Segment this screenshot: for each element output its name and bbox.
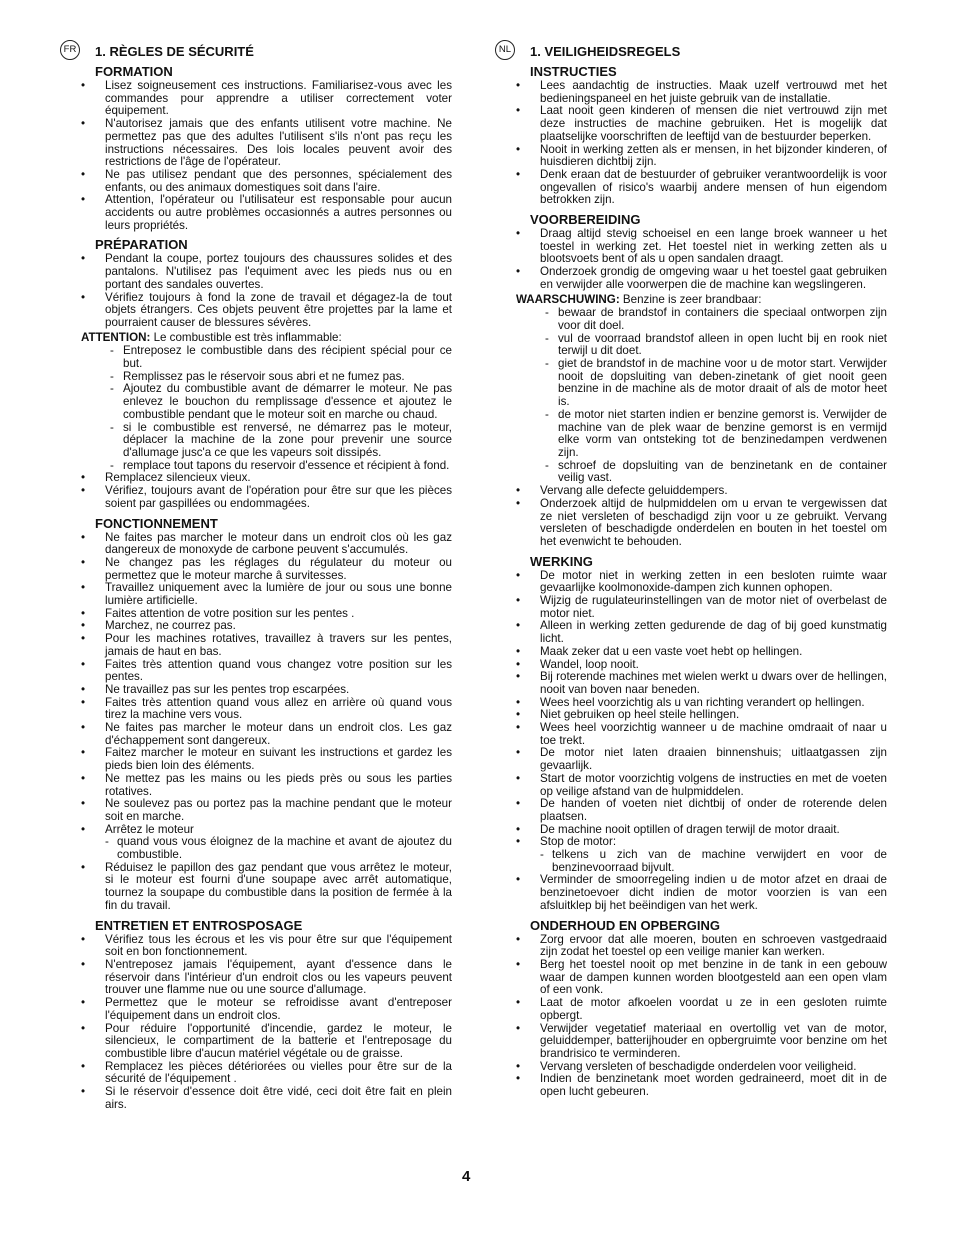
attention-note [81, 332, 452, 345]
heading-formation: FORMATION [95, 64, 173, 79]
list-item: • Faites très attention quand vous changez votre position sur les pentes. [60, 659, 452, 684]
attention-list [60, 345, 452, 472]
list-instructies [495, 80, 887, 207]
list-item: - bewaar de brandstof in containers die speciaal ontworpen zijn voor dit doel. [545, 307, 887, 332]
list-item: - Entreposez le combustible dans des récipient spécial pour ce but. [110, 345, 452, 370]
list-item: • Vervang alle defecte geluiddempers. [495, 485, 887, 498]
list-item: • Lisez soigneusement ces instructions. Familiarisez-vous avec les commandes pour apprendre a utiliser correctement voter équipement. [60, 80, 452, 118]
list-item: - de motor niet starten indien er benzine gemorst is. Verwijder de machine van de plek waar de benzine gemorst is en vermijd elke vorm van ontsteking tot de benzinedampen verdwenen zijn. [545, 409, 887, 460]
list-item: • Onderzoek grondig de omgeving waar u het toestel gaat gebruiken en verwijder alle voorwerpen die de machine kan wegslingeren. [495, 266, 887, 291]
list-item: • Verminder de smoorregeling indien u de motor afzet en draai de benzinetoevoer dicht indien de motor voorzien is van een afsluitklep bij het beëindigen van het werk. [495, 874, 887, 912]
warning-list [495, 307, 887, 485]
list-item: • Lees aandachtig de instructies. Maak uzelf vertrouwd met het bedieningspaneel en het juiste gebruik van de installatie. [495, 80, 887, 105]
warning-text: Benzine is zeer brandbaar: [619, 292, 762, 306]
heading-voorbereiding: VOORBEREIDING [530, 212, 641, 228]
list-item: • Faites attention de votre position sur les pentes . [60, 608, 452, 621]
attention-text: Le combustible est très inflammable: [150, 330, 342, 344]
list-item: • Onderzoek altijd de hulpmiddelen om u ervan te vergewissen dat ze niet versleten of beschadigd zijn voor u ze gebruikt. Vervang versleten of beschadigde onderdelen en bouten in het toestel om het evenwicht te behouden. [495, 498, 887, 549]
list-item: • Nooit in werking zetten als er mensen, in het bijzonder kinderen, of huisdieren dichtbij zijn. [495, 144, 887, 169]
list-preparation-after [60, 472, 452, 510]
list-item: • N'autorisez jamais que des enfants utilisent votre machine. Ne permettez pas que des adultes l'utilisent s'ils n'ont pas reçu les instructions nécessaires. Des lois locales peuvent avoir des restrictions de l'âge de l'opérateur. [60, 118, 452, 169]
list-item: - si le combustible est renversé, ne démarrez pas le moteur, déplacer la machine de la zone pour prevenir une source d'allumage jusc'a ce que les vapeurs soit dissipés. [110, 422, 452, 460]
list-formation [60, 80, 452, 232]
list-item: • Berg het toestel nooit op met benzine in de tank in een gebouw waar de dampen kunnen worden blootgesteld aan een open vlam of een vonk. [495, 959, 887, 997]
list-item: • Wijzig de rugulateurinstellingen van de motor niet of overbelast de motor niet. [495, 595, 887, 620]
list-item: • Pour réduire l'opportunité d'incendie, gardez le moteur, le silencieux, le compartiment de la batterie et l'entreposage du combustible libre d'aucun matériel végétale ou de graisse. [60, 1023, 452, 1061]
list-item: • Niet gebruiken op heel steile hellingen. [495, 709, 887, 722]
list-item: • Vérifiez, toujours avant de l'opération pour être sur que les pièces soient par gaspillées ou endommagées. [60, 485, 452, 510]
list-preparation [60, 253, 452, 329]
list-item: • Faites très attention quand vous allez en arrière où quand vous tirez la machine vers vous. [60, 697, 452, 722]
list-item: • Alleen in werking zetten gedurende de dag of bij goed kunstmatig licht. [495, 620, 887, 645]
list-item: • Réduisez le papillon des gaz pendant que vous arrêtez le moteur, si le moteur est fourni d'une soupape avec arrêt automatique, tournez la soupape du combustible dans la position de fermée à la fin du travail. [60, 862, 452, 913]
list-fonctionnement [60, 532, 452, 913]
section-title-fr: 1. RÈGLES DE SÉCURITÉ [95, 44, 254, 59]
list-werking [495, 570, 887, 913]
list-item: - schroef de dopsluiting van de benzinetank en de container veilig vast. [545, 460, 887, 485]
list-item: • Maak zeker dat u een vaste voet hebt op hellingen. [495, 646, 887, 659]
list-item: • Marchez, ne courrez pas. [60, 620, 452, 633]
heading-preparation: PRÉPARATION [95, 237, 188, 253]
sub-list-item: - quand vous vous éloignez de la machine et avant de ajoutez du combustible. [105, 836, 452, 861]
warning-label: WAARSCHUWING: [516, 292, 620, 306]
list-item: • De motor niet laten draaien binnenshuis; uitlaatgassen zijn gevaarlijk. [495, 747, 887, 772]
heading-entretien: ENTRETIEN ET ENTROSPOSAGE [95, 917, 303, 933]
list-item: - vul de voorraad brandstof alleen in open lucht bij en rook niet terwijl u dit doet. [545, 333, 887, 358]
list-item: • Remplacez silencieux vieux. [60, 472, 452, 485]
list-item: • Bij roterende machines met wielen werkt u dwars over de hellingen, nooit van boven naar beneden. [495, 671, 887, 696]
language-badge-nl: NL [495, 40, 515, 60]
attention-label: ATTENTION: [81, 330, 151, 344]
list-item: - Ajoutez du combustible avant de démarrer le moteur. Ne pas enlevez le bouchon du remplissage d'essence et ajoutez le combustible pendant que le moteur soit en marche ou chaud. [110, 383, 452, 421]
list-item [60, 824, 452, 862]
list-item: • Pendant la coupe, portez toujours des chaussures solides et des pantalons. N'utilisez pas l'equiment avec les pieds nus ou en portant des sandales ouvertes. [60, 253, 452, 291]
page-number: 4 [462, 1168, 471, 1185]
list-item: • Wees heel voorzichtig wanneer u de machine omdraait of naar u toe trekt. [495, 722, 887, 747]
list-item: • De motor niet in werking zetten in een besloten ruimte waar gevaarlijke koolmonoxide-dampen zich kunnen ophopen. [495, 570, 887, 595]
list-item: • Travaillez uniquement avec la lumière de jour ou sous une bonne lumière artificielle. [60, 582, 452, 607]
list-item: - giet de brandstof in de machine voor u de motor start. Verwijder nooit de dopsluiting van deben-zinetank of giet nooit geen benzine in de machine als de motor draait of als de motor heet is. [545, 358, 887, 409]
list-voorbereiding-after [495, 485, 887, 549]
list-item: • Verwijder vegetatief materiaal en overtollig vet van de motor, geluiddemper, batterijhouder en opbergruimte voor benzine om het brandrisico te verminderen. [495, 1023, 887, 1061]
list-item: • Ne pas utilisez pendant que des personnes, spécialement des enfants, ou des animaux domestiques soit dans l'aire. [60, 169, 452, 194]
list-item: • De machine nooit optillen of dragen terwijl de motor draait. [495, 824, 887, 837]
language-badge-fr: FR [60, 40, 80, 60]
list-item: • Ne mettez pas les mains ou les pieds près ou sous les parties rotatives. [60, 773, 452, 798]
list-item: • Vervang versleten of beschadigde onderdelen voor veiligheid. [495, 1061, 887, 1074]
list-item-text: Arrêtez le moteur [105, 822, 194, 836]
list-item: • Wandel, loop nooit. [495, 659, 887, 672]
sub-list-item: - telkens u zich van de machine verwijdert en voor de benzinevoorraad bijvult. [540, 849, 887, 874]
list-item: • Si le réservoir d'essence doit être vidé, ceci doit être fait en plein airs. [60, 1086, 452, 1111]
list-item: • Permettez que le moteur se refroidisse avant d'entreposer l'équipement dans un endroit clos. [60, 997, 452, 1022]
list-onderhoud [495, 934, 887, 1099]
list-item: • Draag altijd stevig schoeisel en een lange broek wanneer u het toestel in werking zet. Het toestel niet in werking zetten als u blootsvoets bent of als u open sandalen draagt. [495, 228, 887, 266]
sub-list [105, 836, 452, 861]
heading-onderhoud: ONDERHOUD EN OPBERGING [530, 917, 720, 933]
list-item: • Denk eraan dat de bestuurder of gebruiker verantwoordelijk is voor ongevallen of risico's waarbij andere mensen of hun eigendom betrokken zijn. [495, 169, 887, 207]
list-item: • Attention, l'opérateur ou l'utilisateur est responsable pour aucun accidents ou autre problèmes occasionnés a autres personnes ou leurs propriétés. [60, 194, 452, 232]
list-item: • Vérifiez tous les écrous et les vis pour être sur que l'équipement soit en bon fonctionnement. [60, 934, 452, 959]
list-item: • De handen of voeten niet dichtbij of onder de roterende delen plaatsen. [495, 798, 887, 823]
list-item: • Start de motor voorzichtig volgens de instructies en met de voeten op veilige afstand van de hulpmiddelen. [495, 773, 887, 798]
list-item: • Indien de benzinetank moet worden gedraineerd, moet dit in de open lucht gebeuren. [495, 1073, 887, 1098]
list-item: • Zorg ervoor dat alle moeren, bouten en schroeven vastgedraaid zijn zodat het toestel op een veilige manier kan werken. [495, 934, 887, 959]
section-title-nl: 1. VEILIGHEIDSREGELS [530, 44, 681, 59]
list-item: • Ne faites pas marcher le moteur dans un endroit clos. Les gaz d'échappement sont dangereux. [60, 722, 452, 747]
list-item: • Ne travaillez pas sur les pentes trop escarpées. [60, 684, 452, 697]
list-voorbereiding [495, 228, 887, 292]
column-nl [495, 40, 887, 1099]
list-item-text: Stop de motor: [540, 835, 617, 849]
list-item: • Vérifiez toujours à fond la zone de travail et dégagez-la de tout objets étrangers. Ces objets peuvent être projettes par la lame et pourraient causer de blessures sévères. [60, 292, 452, 330]
heading-fonctionnement: FONCTIONNEMENT [95, 515, 218, 531]
list-item: • Ne soulevez pas ou portez pas la machine pendant que le moteur soit en marche. [60, 798, 452, 823]
list-item: • Remplacez les pièces détériorées ou vielles pour être sur de la sécurité de l'équipement . [60, 1061, 452, 1086]
list-item: • Laat de motor afkoelen voordat u ze in een gesloten ruimte opbergt. [495, 997, 887, 1022]
list-entretien [60, 934, 452, 1112]
list-item [495, 836, 887, 874]
list-item: • Ne changez pas les réglages du régulateur du moteur ou permettez que le moteur marche â survitesses. [60, 557, 452, 582]
list-item: • Faitez marcher le moteur en suivant les instructions et gardez les pieds bien loin des éléments. [60, 747, 452, 772]
list-item: • Ne faites pas marcher le moteur dans un endroit clos où les gaz dangereux de monoxyde de carbone peuvent s'accumulés. [60, 532, 452, 557]
warning-note [516, 294, 887, 307]
list-item: - remplace tout tapons du reservoir d'essence et récipient à fond. [110, 460, 452, 473]
list-item: - Remplissez pas le réservoir sous abri et ne fumez pas. [110, 371, 452, 384]
list-item: • Pour les machines rotatives, travaillez à travers sur les pentes, jamais de haut en bas. [60, 633, 452, 658]
heading-instructies: INSTRUCTIES [530, 64, 617, 79]
list-item: • Wees heel voorzichtig als u van richting verandert op hellingen. [495, 697, 887, 710]
column-fr [60, 40, 452, 1111]
heading-werking: WERKING [530, 553, 593, 569]
list-item: • Laat nooit geen kinderen of mensen die niet vertrouwd zijn met deze instructies de machine gebruiken. Het is mogelijk dat plaatselijke voorschriften de leeftijd van de bestuurder beperken. [495, 105, 887, 143]
sub-list [540, 849, 887, 874]
list-item: • N'entreposez jamais l'équipement, ayant d'essence dans le réservoir dans l'intérieur d'un endroit clos ou les vapeurs peuvent trouver une flamme nue ou une source d'allumage. [60, 959, 452, 997]
